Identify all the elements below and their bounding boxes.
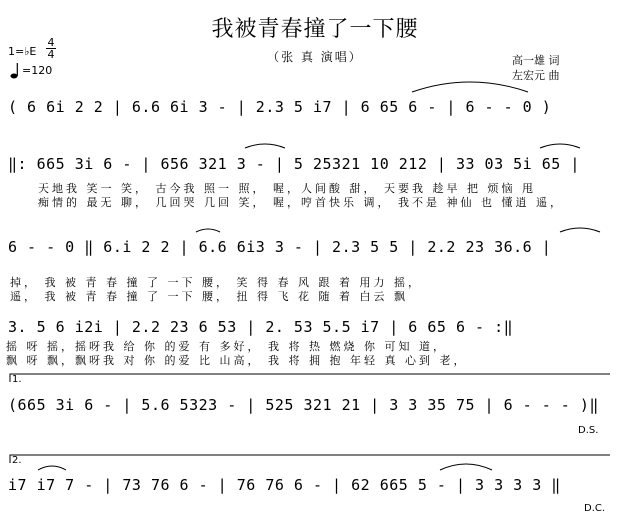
ds-mark: D.S.	[578, 425, 599, 436]
system-4-lyrics-verse-1: 摇 呀 摇，摇呀我 给 你 的爱 有 多好， 我 将 热 燃烧 你 可知 道，	[6, 340, 447, 353]
volta-2-label: 2.	[12, 455, 22, 466]
system-3-lyrics-verse-1: 掉， 我 被 青 春 撞 了 一下 腰， 笑 得 春 风 跟 着 用力 摇，	[10, 276, 422, 289]
time-signature-top: 4	[47, 36, 55, 49]
tie-arc	[196, 229, 220, 232]
system-4-lyrics-verse-2: 飘 呀 飘，飘呀我 对 你 的爱 比 山高， 我 将 拥 抱 年轻 真 心到 老，	[6, 354, 468, 367]
tie-arc	[540, 144, 580, 148]
system-1-notes: ( 6 6i 2 2 | 6.6 6i 3 - | 2.3 5 i7 | 6 65 6 - | 6 - - 0 )	[8, 98, 552, 116]
system-6-notes: i7 i7 7 - | 73 76 6 - | 76 76 6 - | 62 665 5 - | 3 3 3 3 ‖	[8, 476, 561, 494]
volta-1-bracket	[10, 374, 610, 382]
system-2-notes: ‖: 665 3i 6 - | 656 321 3 - | 5 25321 10 212 | 33 03 5i 65 |	[8, 155, 580, 173]
composer-credit: 左宏元 曲	[512, 69, 560, 82]
key-signature: 1=♭E	[8, 45, 37, 58]
system-2-lyrics-verse-2: 痴情的 最无 聊， 几回哭 几回 笑， 喔，哼首快乐 调， 我不是 神仙 也 懂逍 遥，	[38, 196, 564, 209]
system-3-lyrics-verse-2: 遥， 我 被 青 春 撞 了 一下 腰， 扭 得 飞 花 随 着 白云 飘	[10, 290, 408, 303]
time-signature-bottom: 4	[47, 48, 55, 61]
system-2-lyrics-verse-1: 天地我 笑一 笑， 古今我 照一 照， 喔，人间酸 甜， 天要我 趁早 把 烦恼 甩	[38, 182, 536, 195]
dc-mark: D.C.	[584, 503, 606, 514]
tie-arc	[440, 464, 492, 470]
system-4-notes: 3. 5 6 i2i | 2.2 23 6 53 | 2. 53 5.5 i7 | 6 65 6 - :‖	[8, 318, 514, 336]
system-3-notes: 6 - - 0 ‖ 6.i 2 2 | 6.6 6i3 3 - | 2.3 5 5 | 2.2 23 36.6 |	[8, 238, 552, 256]
singer-credit: （张 真 演唱）	[267, 50, 363, 64]
song-title: 我被青春撞了一下腰	[211, 17, 419, 42]
tempo-value: =120	[22, 64, 53, 77]
volta-2-bracket	[10, 455, 610, 463]
tie-arc	[412, 82, 528, 92]
tie-arc	[245, 144, 285, 148]
lyricist-credit: 高一雄 词	[512, 54, 560, 67]
system-5-notes: (665 3i 6 - | 5.6 5323 - | 525 321 21 | 3 3 35 75 | 6 - - - )‖	[8, 396, 599, 414]
tie-arc	[38, 466, 66, 470]
tie-arc	[560, 228, 600, 232]
volta-1-label: 1.	[12, 374, 22, 385]
